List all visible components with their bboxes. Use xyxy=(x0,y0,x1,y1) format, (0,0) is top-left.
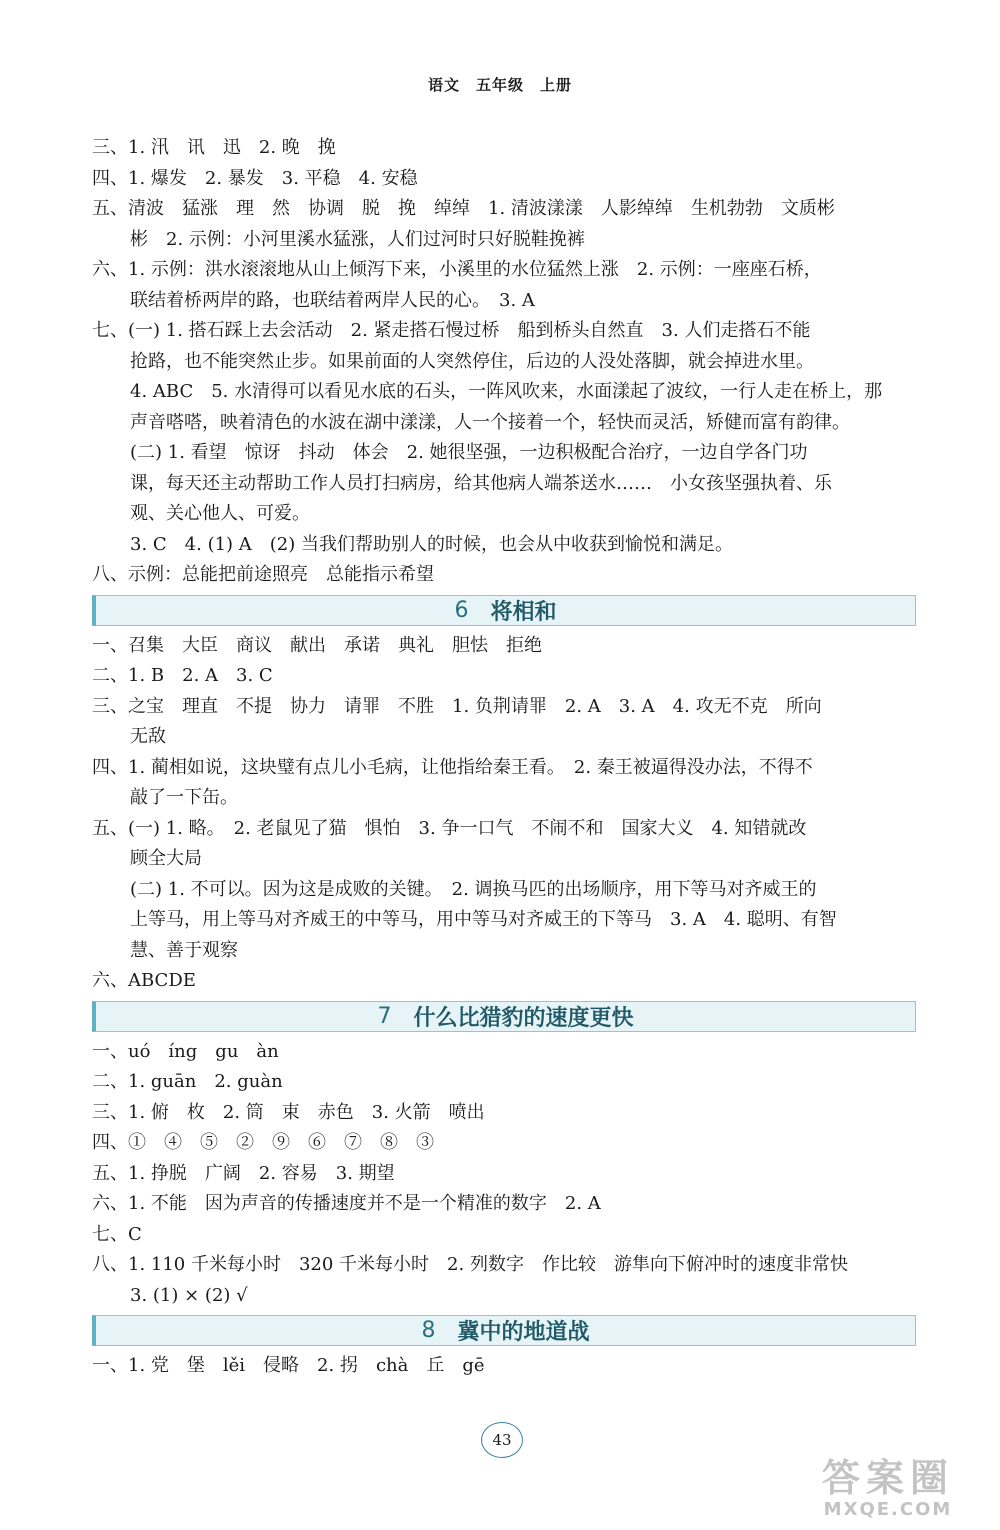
answer-line: 四、1. 蔺相如说，这块璧有点儿小毛病，让他指给秦王看。 2. 秦王被逼得没办法，不得不 xyxy=(92,756,813,778)
lesson-title-banner xyxy=(92,1001,916,1032)
answer-line: 抢路，也不能突然止步。如果前面的人突然停住，后边的人没处落脚，就会掉进水里。 xyxy=(130,350,814,372)
answer-line: 三、1. 汛 讯 迅 2. 晚 挽 xyxy=(92,137,336,158)
answer-line: 六、1. 不能 因为声音的传播速度并不是一个精准的数字 2. A xyxy=(92,1193,601,1214)
answer-line: 彬 2. 示例：小河里溪水猛涨，人们过河时只好脱鞋挽裤 xyxy=(130,228,585,250)
answer-content xyxy=(92,133,916,1382)
answer-line: 八、1. 110 千米每小时 320 千米每小时 2. 列数字 作比较 游隼向下俯冲时的速度非常快 xyxy=(92,1254,848,1275)
answer-line: 六、ABCDE xyxy=(92,970,196,991)
answer-line: 二、1. B 2. A 3. C xyxy=(92,665,273,686)
answer-line: 三、之宝 理直 不提 协力 请罪 不胜 1. 负荆请罪 2. A 3. A 4. 攻无不克 所向 xyxy=(92,695,822,717)
answer-line: 四、1. 爆发 2. 暴发 3. 平稳 4. 安稳 xyxy=(92,167,418,189)
answer-line: 七、(一) 1. 搭石踩上去会活动 2. 紧走搭石慢过桥 船到桥头自然直 3. 人们走搭石不能 xyxy=(92,320,811,341)
answer-line: (二) 1. 不可以。因为这是成败的关键。 2. 调换马匹的出场顺序，用下等马对齐威王的 xyxy=(130,878,817,900)
lesson-number: 7 xyxy=(377,1003,392,1029)
lesson-title: 冀中的地道战 xyxy=(457,1320,590,1345)
answer-line: 联结着桥两岸的路，也联结着两岸人民的心。 3. A xyxy=(130,289,535,311)
answer-line: 3. (1) × (2) √ xyxy=(130,1284,248,1306)
answer-line: 一、uó íng gu àn xyxy=(92,1040,279,1062)
answer-line: 八、示例：总能把前途照亮 总能指示希望 xyxy=(92,564,434,585)
page-header: 语文 五年级 上册 xyxy=(427,76,572,94)
answer-line: 五、(一) 1. 略。 2. 老鼠见了猫 惧怕 3. 争一口气 不闹不和 国家大义 4. 知错就改 xyxy=(92,817,807,839)
answer-line: 敲了一下缶。 xyxy=(130,787,238,808)
answer-line: 观、关心他人、可爱。 xyxy=(130,503,310,524)
answer-line: 课，每天还主动帮助工作人员打扫病房，给其他病人端茶送水…… 小女孩坚强执着、乐 xyxy=(130,472,832,494)
answer-line: 三、1. 俯 枚 2. 筒 束 赤色 3. 火箭 喷出 xyxy=(92,1101,485,1123)
answer-line: 3. C 4. (1) A (2) 当我们帮助别人的时候，也会从中收获到愉悦和满足。 xyxy=(130,533,733,555)
answer-line: 二、1. guān 2. guàn xyxy=(92,1071,283,1092)
page-number: 43 xyxy=(481,1422,523,1458)
answer-line: 顾全大局 xyxy=(130,848,202,869)
lesson-number: 6 xyxy=(454,597,469,623)
answer-line: 六、1. 示例：洪水滚滚地从山上倾泻下来，小溪里的水位猛然上涨 2. 示例：一座座石桥， xyxy=(92,259,822,280)
answer-line: 声音嗒嗒，映着清色的水波在湖中漾漾，人一个接着一个，轻快而灵活，矫健而富有韵律。 xyxy=(130,411,850,433)
site-watermark xyxy=(788,1456,988,1526)
answer-line: 一、召集 大臣 商议 献出 承诺 典礼 胆怯 拒绝 xyxy=(92,634,542,656)
answer-line: 4. ABC 5. 水清得可以看见水底的石头，一阵风吹来，水面漾起了波纹，一行人走在桥上，那 xyxy=(130,381,883,402)
lesson-title-banner xyxy=(92,595,916,626)
answer-line: 慧、善于观察 xyxy=(130,939,238,961)
watermark-url: MXQE.COM xyxy=(823,1499,953,1520)
watermark-logo-text: 答案圈 xyxy=(821,1456,954,1500)
answer-line: 无敌 xyxy=(130,726,166,747)
lesson-title: 什么比猎豹的速度更快 xyxy=(413,1005,634,1031)
lesson-number: 8 xyxy=(421,1318,436,1343)
answer-line: 四、① ④ ⑤ ② ⑨ ⑥ ⑦ ⑧ ③ xyxy=(92,1132,434,1153)
answer-line: 上等马，用上等马对齐威王的中等马，用中等马对齐威王的下等马 3. A 4. 聪明、有智 xyxy=(130,909,837,930)
answer-line: 五、1. 挣脱 广阔 2. 容易 3. 期望 xyxy=(92,1162,395,1184)
lesson-title-banner xyxy=(92,1315,916,1346)
answer-line: 一、1. 党 堡 lěi 侵略 2. 拐 chà 丘 gē xyxy=(92,1355,485,1376)
answer-line: 五、清波 猛涨 理 然 协调 脱 挽 绰绰 1. 清波漾漾 人影绰绰 生机勃勃 文质彬 xyxy=(92,198,835,219)
answer-line: 七、C xyxy=(92,1223,142,1245)
answer-line: (二) 1. 看望 惊讶 抖动 体会 2. 她很坚强，一边积极配合治疗，一边自学各门功 xyxy=(130,442,808,463)
lesson-title: 将相和 xyxy=(490,599,557,625)
